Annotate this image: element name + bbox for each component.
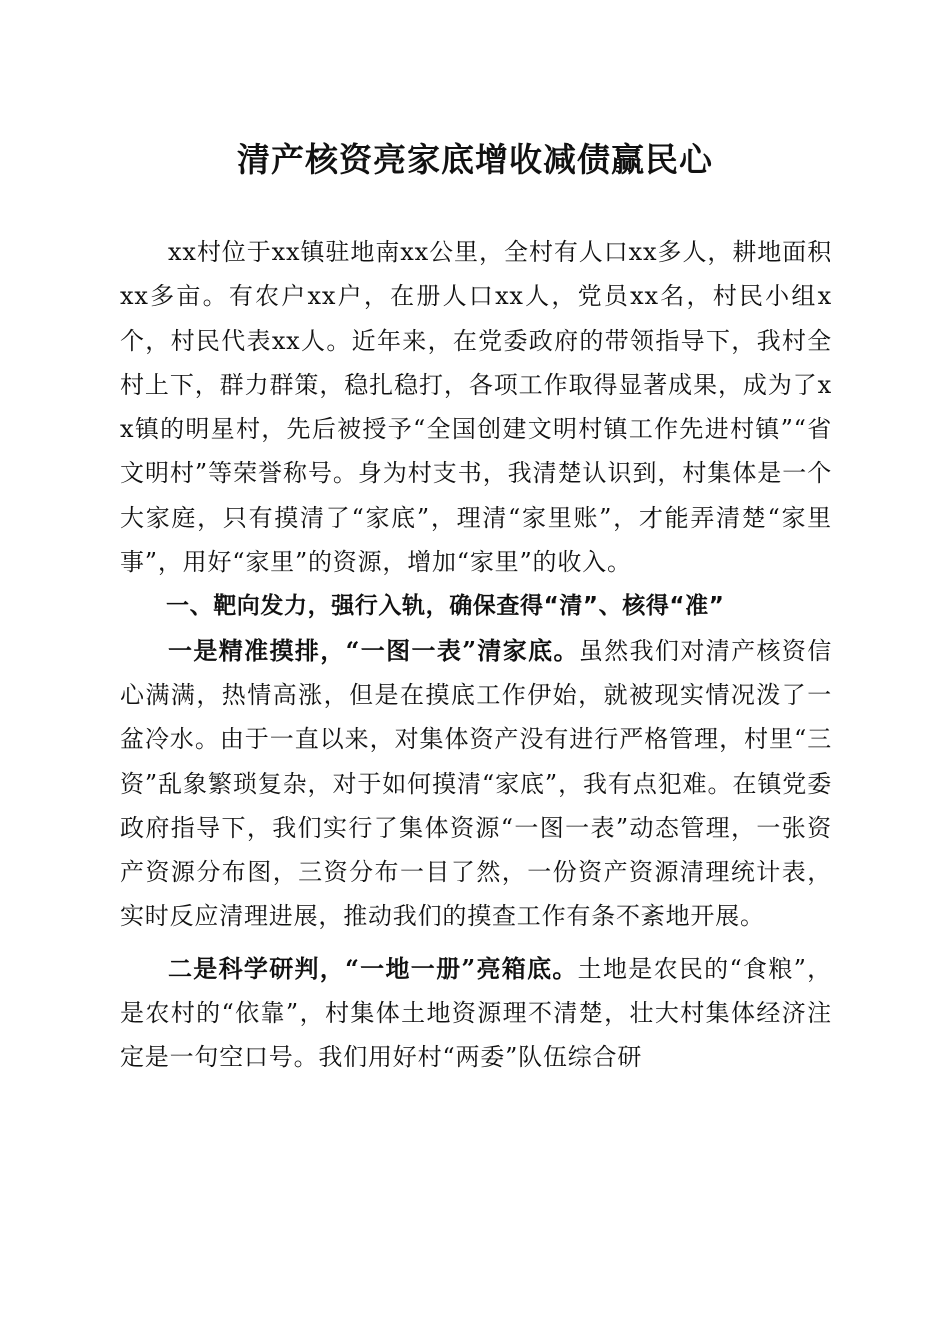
section1-item-2: [120, 947, 832, 1080]
paragraph-gap: [120, 939, 832, 947]
item-1-text: 虽然我们对清产核资信心满满，热情高涨，但是在摸底工作伊始，就被现实情况泼了一盆冷水。由于一直以来，对集体资产没有进行严格管理，村里“三资”乱象繁琐复杂，对于如何摸清“家底”，我有点犯难。在镇党委政府指导下，我们实行了集体资源“一图一表”动态管理，一张资产资源分布图，三资分布一目了然，一份资产资源清理统计表，实时反应清理进展，推动我们的摸查工作有条不紊地开展。: [120, 636, 832, 931]
item-2-text: 土地是农民的“食粮”，是农村的“依靠”，村集体土地资源理不清楚，壮大村集体经济注定是一句空口号。我们用好村“两委”队伍综合研: [120, 954, 832, 1072]
document-title: 清产核资亮家底增收减债赢民心: [237, 140, 713, 179]
item-1-lead: 一是精准摸排，“一图一表”清家底。: [168, 635, 579, 665]
section-heading-1: 一、靶向发力，强行入轨，确保查得“清”、核得“准”: [166, 593, 725, 620]
document-body: [120, 230, 832, 1080]
item-2-lead: 二是科学研判，“一地一册”亮箱底。: [168, 953, 578, 983]
section1-item-1: [120, 629, 832, 939]
intro-paragraph: xx村位于xx镇驻地南xx公里，全村有人口xx多人，耕地面积xx多亩。有农户xx户，在册人口xx人，党员xx名，村民小组x个，村民代表xx人。近年来，在党委政府的带领指导下，我村全村上下，群力群策，稳扎稳打，各项工作取得显著成果，成为了xx镇的明星村，先后被授予“全国创建文明村镇工作先进村镇”“省文明村”等荣誉称号。身为村支书，我清楚认识到，村集体是一个大家庭，只有摸清了“家底”，理清“家里账”，才能弄清楚“家里事”，用好“家里”的资源，增加“家里”的收入。: [120, 238, 832, 577]
